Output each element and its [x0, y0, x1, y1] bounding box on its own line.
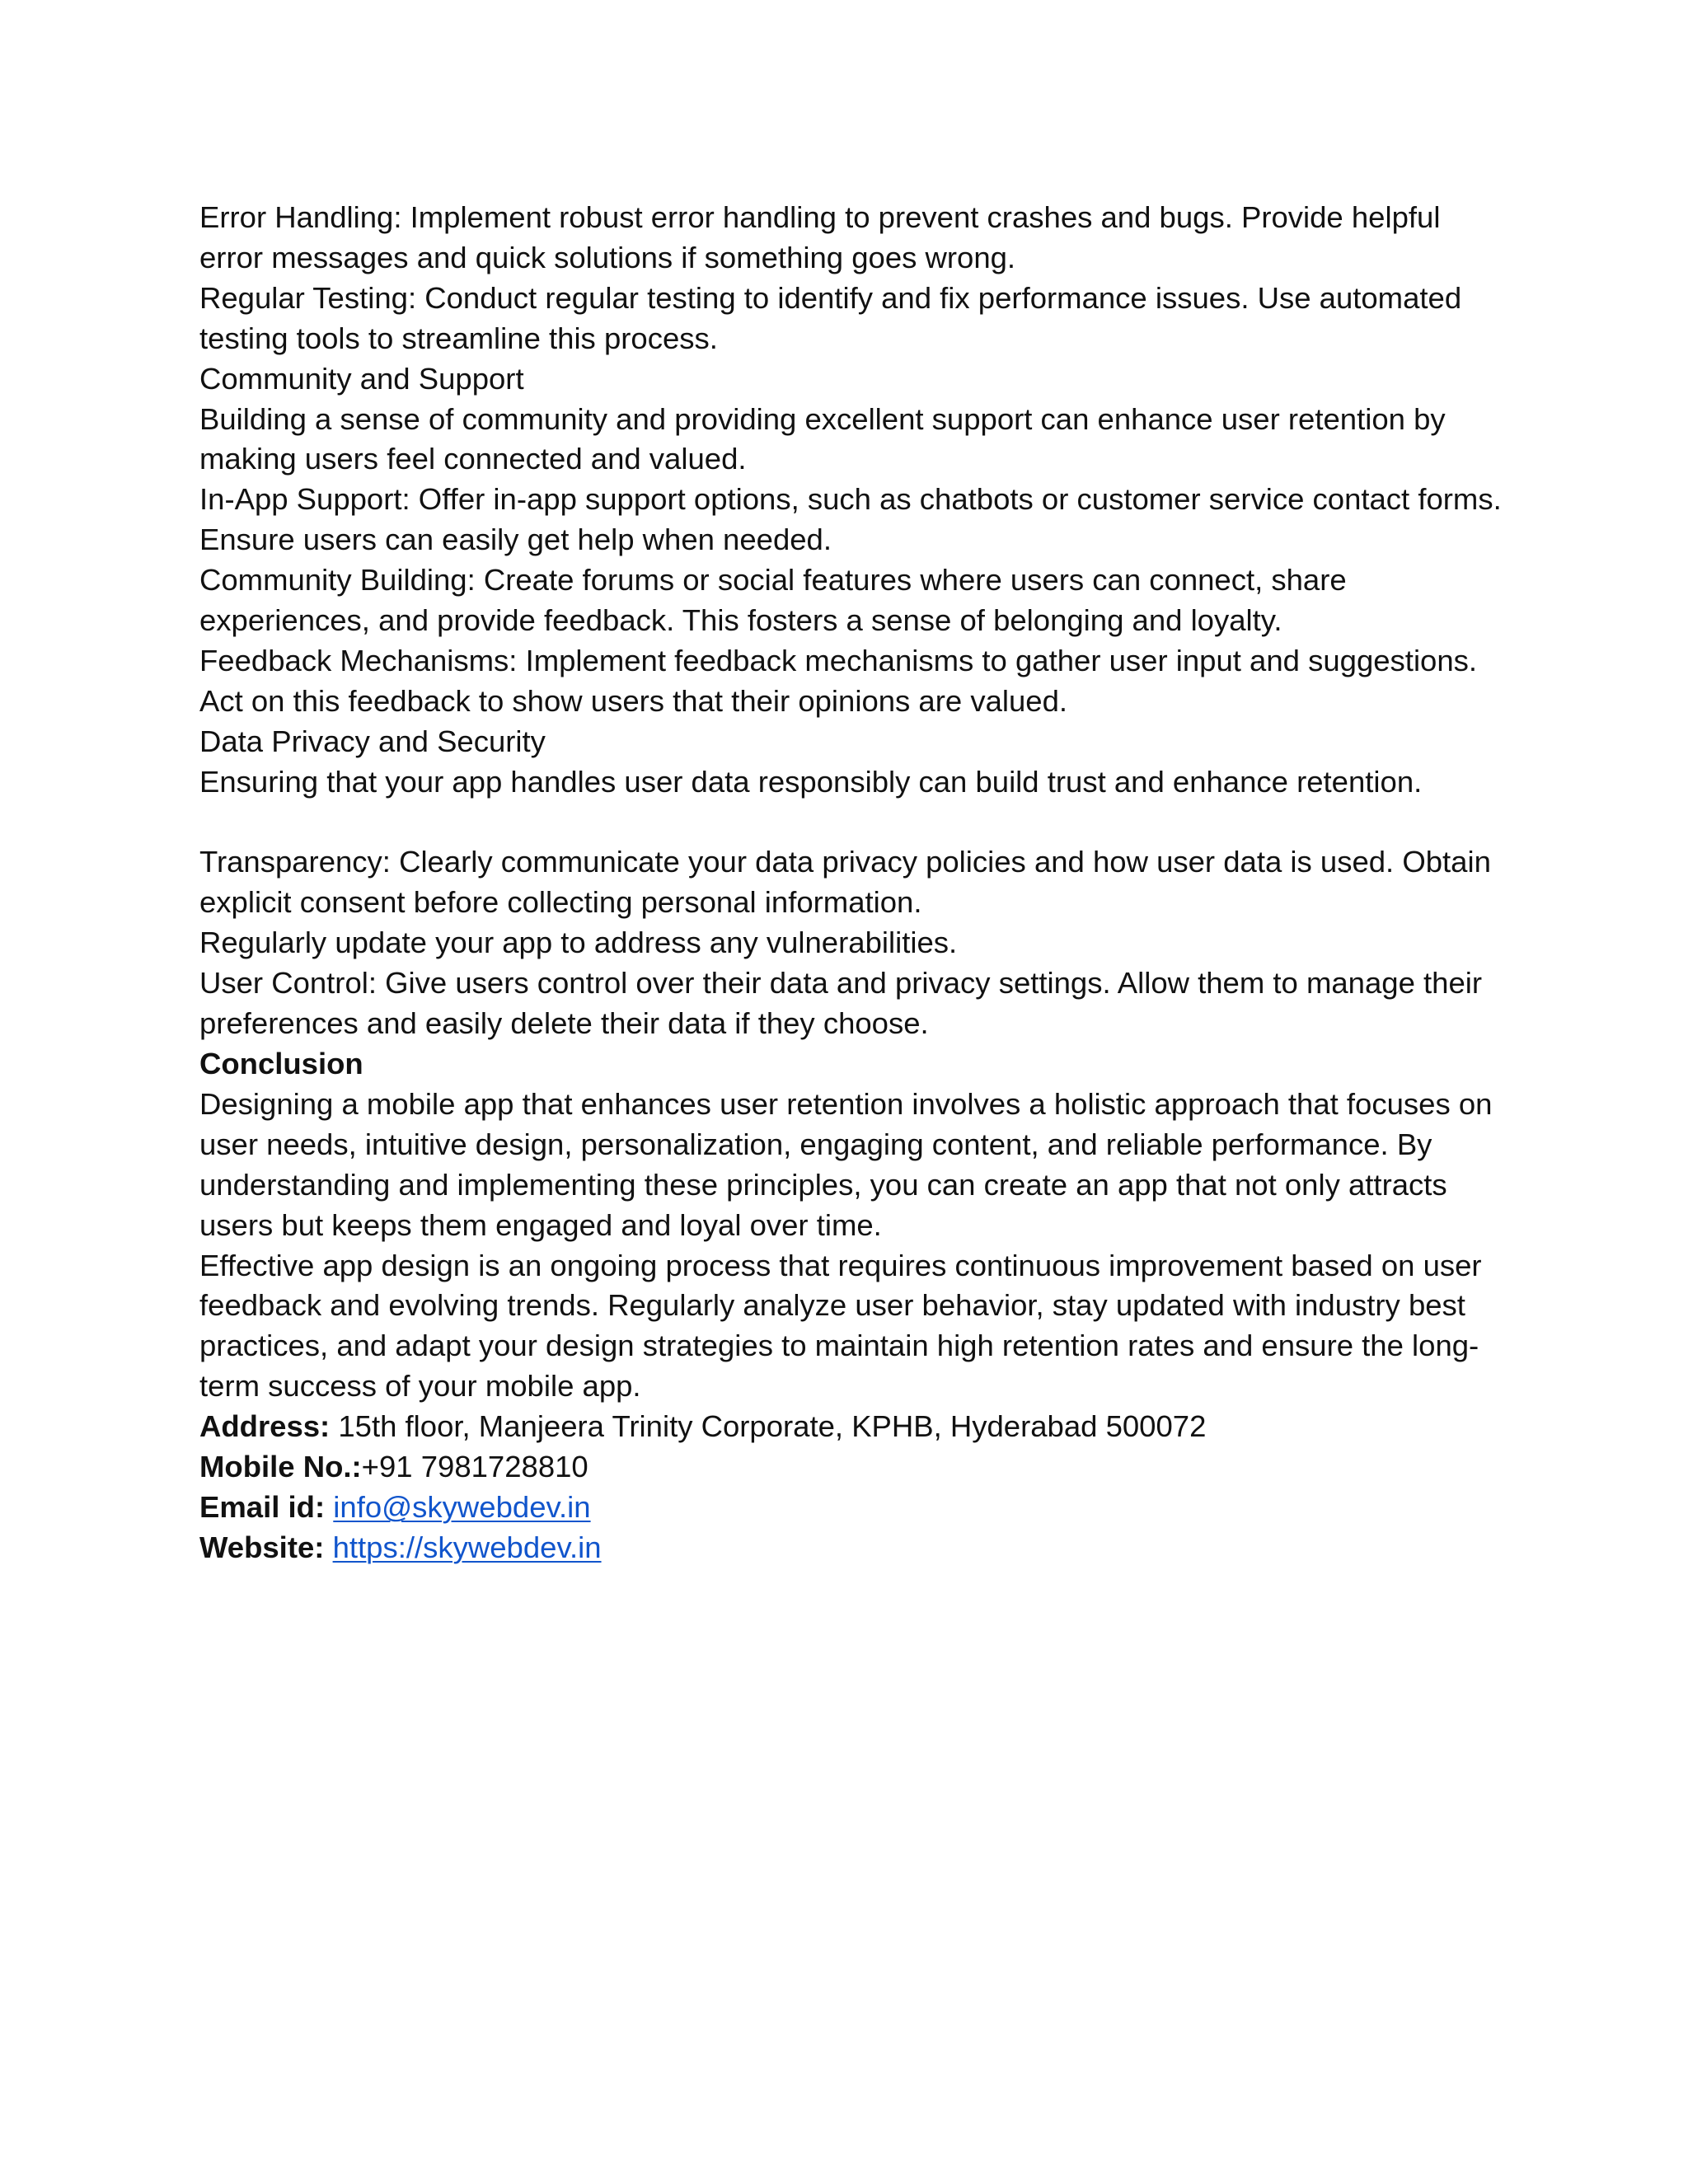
- mobile-value: +91 7981728810: [361, 1450, 588, 1484]
- contact-mobile: [199, 1447, 1502, 1488]
- paragraph-community-intro: Building a sense of community and providing excellent support can enhance user retention by making users feel connected and valued.: [199, 401, 1446, 476]
- paragraph-transparency: Transparency: Clearly communicate your data privacy policies and how user data is used. Obtain explicit consent before collecting personal information.: [199, 845, 1491, 920]
- paragraph-error-handling: Error Handling: Implement robust error handling to prevent crashes and bugs. Provide helpful error messages and quick solutions if something goes wrong.: [199, 200, 1441, 274]
- address-label: Address:: [199, 1409, 331, 1444]
- mobile-label: Mobile No.:: [199, 1450, 362, 1484]
- paragraph-conclusion-1: Designing a mobile app that enhances user retention involves a holistic approach that focuses on user needs, intuitive design, personalization, engaging content, and reliable performance. By understanding and implementing these principles, you can create an app that not only attracts users but keeps them engaged and loyal over time.: [199, 1086, 1493, 1242]
- email-link[interactable]: info@skywebdev.in: [333, 1489, 591, 1524]
- paragraph-community-building: Community Building: Create forums or social features where users can connect, share experiences, and provide feedback. This fosters a sense of belonging and loyalty.: [199, 563, 1347, 638]
- document-body: [199, 198, 1502, 1568]
- contact-email: [199, 1488, 1502, 1528]
- paragraph-user-control: User Control: Give users control over their data and privacy settings. Allow them to manage their preferences and easily delete their data if they choose.: [199, 966, 1483, 1041]
- paragraph-feedback-mechanisms: Feedback Mechanisms: Implement feedback mechanisms to gather user input and suggestions. Act on this feedback to show users that their opinions are valued.: [199, 643, 1478, 718]
- heading-conclusion: Conclusion: [199, 1047, 363, 1081]
- heading-data-privacy-and-security: Data Privacy and Security: [199, 724, 546, 758]
- website-label: Website:: [199, 1530, 325, 1564]
- contact-address: [199, 1407, 1502, 1447]
- heading-community-and-support: Community and Support: [199, 361, 524, 396]
- paragraph-regular-updates: Regularly update your app to address any vulnerabilities.: [199, 926, 958, 960]
- address-value: 15th floor, Manjeera Trinity Corporate, KPHB, Hyderabad 500072: [330, 1409, 1207, 1444]
- paragraph-conclusion-2: Effective app design is an ongoing process that requires continuous improvement based on user feedback and evolving trends. Regularly analyze user behavior, stay updated with industry best practices, and adapt your design strategies to maintain high retention rates and ensure the long-term success of your mobile app.: [199, 1248, 1482, 1404]
- paragraph-in-app-support: In-App Support: Offer in-app support options, such as chatbots or customer service contact forms. Ensure users can easily get help when needed.: [199, 482, 1502, 557]
- blank-line: [199, 803, 1502, 843]
- paragraph-data-privacy-intro: Ensuring that your app handles user data responsibly can build trust and enhance retention.: [199, 764, 1423, 799]
- contact-website: [199, 1528, 1502, 1568]
- website-link[interactable]: https://skywebdev.in: [332, 1530, 602, 1564]
- paragraph-regular-testing: Regular Testing: Conduct regular testing to identify and fix performance issues. Use automated testing tools to streamline this process.: [199, 280, 1462, 355]
- email-label: Email id:: [199, 1489, 326, 1524]
